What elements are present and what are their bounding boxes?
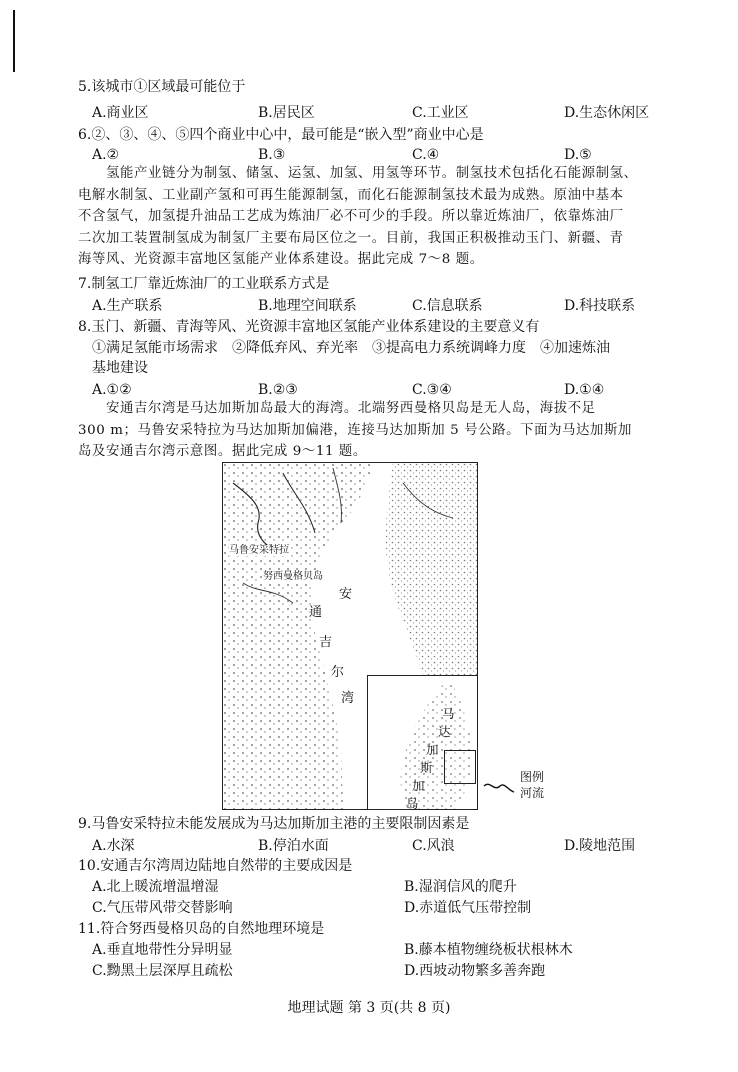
q11-option-c[interactable]: C.黝黑土层深厚且疏松	[92, 963, 233, 979]
q11-option-d[interactable]: D.西坡动物繁多善奔跑	[404, 963, 546, 979]
bay-label-char-2: 通	[309, 605, 323, 620]
inset-label-char-4: 斯	[420, 760, 433, 775]
q9-option-a[interactable]: A.水深	[92, 838, 135, 854]
madagascar-inset-map	[367, 675, 478, 810]
inset-label-char-3: 加	[426, 742, 439, 757]
q8-option-b[interactable]: B.②③	[258, 382, 298, 398]
passage-hydrogen-line-4: 二次加工装置制氢成为制氢厂主要布局区位之一。目前，我国正积极推动玉门、新疆、青	[78, 230, 624, 246]
q7-option-c[interactable]: C.信息联系	[412, 298, 483, 314]
q9-option-c[interactable]: C.风浪	[412, 838, 455, 854]
q7-option-b[interactable]: B.地理空间联系	[258, 298, 357, 314]
inset-location-box	[444, 750, 476, 784]
q11-option-b[interactable]: B.藤本植物缠绕板状根林木	[404, 942, 573, 958]
antongil-bay-map	[222, 462, 478, 810]
q10-option-a[interactable]: A.北上暖流增温增湿	[92, 879, 219, 895]
q8-items-line-2: 基地建设	[92, 360, 148, 376]
q6-option-a[interactable]: A.②	[92, 147, 120, 163]
q8-stem: 8.玉门、新疆、青海等风、光资源丰富地区氢能产业体系建设的主要意义有	[78, 319, 540, 335]
q6-option-b[interactable]: B.③	[258, 147, 286, 163]
passage-hydrogen-line-2: 电解水制氢、工业副产氢和可再生能源制氢，而化石能源制氢技术最为成熟。原油中基本	[78, 187, 624, 203]
legend-river-label: 河流	[520, 786, 545, 800]
q6-stem: 6.②、③、④、⑤四个商业中心中，最可能是“嵌入型”商业中心是	[78, 127, 484, 143]
map-legend	[482, 768, 562, 808]
passage-hydrogen-line-3: 不含氢气，加氢提升油品工艺成为炼油厂必不可少的手段。所以靠近炼油厂，依靠炼油厂	[78, 209, 624, 224]
label-nosy-mangabe: 努西曼格贝岛	[263, 571, 323, 582]
q6-option-c[interactable]: C.④	[412, 147, 440, 163]
passage-antongil-bay	[78, 398, 668, 463]
q10-option-d[interactable]: D.赤道低气压带控制	[404, 900, 532, 916]
q8-items-line-1: ①满足氢能市场需求 ②降低弃风、弃光率 ③提高电力系统调峰力度 ④加速炼油	[92, 340, 610, 356]
q8-option-c[interactable]: C.③④	[412, 382, 452, 398]
inset-label-char-2: 达	[438, 724, 451, 739]
q10-stem: 10.安通吉尔湾周边陆地自然带的主要成因是	[78, 858, 353, 874]
river-legend-icon	[482, 778, 516, 798]
q9-option-b[interactable]: B.停泊水面	[258, 838, 329, 854]
q5-option-b[interactable]: B.居民区	[258, 105, 315, 121]
passage-antongil-line-1: 安通吉尔湾是马达加斯加岛最大的海湾。北端努西曼格贝岛是无人岛，海拔不足	[106, 401, 596, 416]
label-maroantsetra: 马鲁安采特拉	[229, 545, 289, 556]
bay-label-char-1: 安	[339, 587, 353, 602]
q8-option-a[interactable]: A.①②	[92, 382, 132, 398]
q11-option-a[interactable]: A.垂直地带性分异明显	[92, 942, 233, 958]
q9-option-d[interactable]: D.陵地范围	[564, 838, 636, 854]
q11-stem: 11.符合努西曼格贝岛的自然地理环境是	[78, 921, 325, 937]
passage-hydrogen-line-5: 海等风、光资源丰富地区氢能产业体系建设。据此完成 7～8 题。	[78, 252, 484, 267]
page-footer: 地理试题 第 3 页(共 8 页)	[287, 1000, 451, 1016]
passage-antongil-line-3: 岛及安通吉尔湾示意图。据此完成 9～11 题。	[78, 444, 367, 459]
bay-label-char-3: 吉	[319, 635, 333, 650]
q5-option-a[interactable]: A.商业区	[92, 105, 149, 121]
q10-option-c[interactable]: C.气压带风带交替影响	[92, 900, 233, 916]
q10-option-b[interactable]: B.湿润信风的爬升	[404, 879, 517, 895]
q5-option-d[interactable]: D.生态休闲区	[564, 105, 650, 121]
q7-stem: 7.制氢工厂靠近炼油厂的工业联系方式是	[78, 276, 330, 292]
passage-hydrogen	[78, 163, 668, 271]
q8-option-d[interactable]: D.①④	[564, 382, 605, 398]
bay-label-char-5: 湾	[341, 691, 355, 706]
bay-label-char-4: 尔	[331, 665, 345, 680]
q7-option-d[interactable]: D.科技联系	[564, 298, 636, 314]
legend-title: 图例	[520, 770, 545, 784]
q5-stem: 5.该城市①区域最可能位于	[78, 79, 246, 95]
q6-option-d[interactable]: D.⑤	[564, 147, 592, 163]
inset-label-char-6: 岛	[406, 796, 419, 810]
q9-stem: 9.马鲁安采特拉未能发展成为马达加斯加主港的主要限制因素是	[78, 816, 470, 832]
inset-label-char-1: 马	[442, 706, 455, 721]
q7-option-a[interactable]: A.生产联系	[92, 298, 163, 314]
passage-antongil-line-2: 300 m；马鲁安采特拉为马达加斯加偏港，连接马达加斯加 5 号公路。下面为马达加斯加	[78, 422, 633, 438]
inset-label-char-5: 加	[412, 778, 425, 793]
passage-hydrogen-line-1: 氢能产业链分为制氢、储氢、运氢、加氢、用氢等环节。制氢技术包括化石能源制氢、	[106, 166, 638, 181]
q5-option-c[interactable]: C.工业区	[412, 105, 469, 121]
binding-margin-line	[13, 10, 15, 72]
